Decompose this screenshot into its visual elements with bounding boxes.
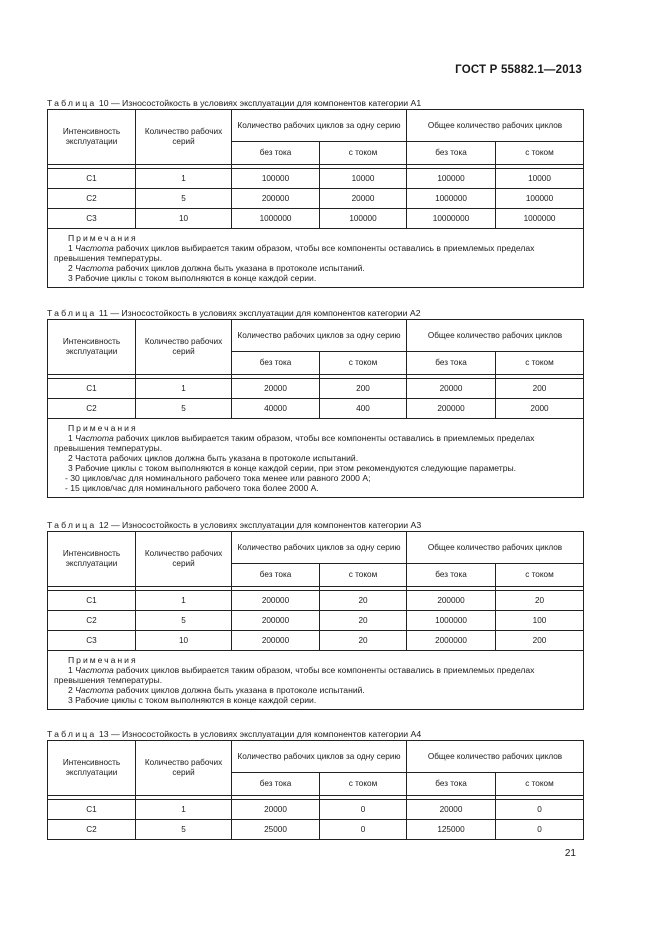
table-row (48, 379, 584, 399)
table-cell: 200000 (407, 399, 496, 419)
table-cell: 200 (320, 379, 407, 399)
table-cell: 10000000 (407, 209, 496, 229)
note-emphasis: Частота (75, 263, 114, 273)
table-row (48, 591, 584, 611)
col-header-no-current: без тока (232, 773, 320, 796)
table-cell: 1000000 (496, 209, 584, 229)
table-cell: С2 (48, 399, 136, 419)
table-cell: 1 (136, 800, 232, 820)
table-cell: С3 (48, 209, 136, 229)
col-header-no-current: без тока (232, 564, 320, 587)
wear-resistance-table (47, 531, 584, 710)
col-header-total: Общее количество рабочих циклов (407, 320, 584, 352)
table-caption (47, 520, 583, 531)
table-notes (48, 229, 584, 288)
note-text: рабочих циклов выбирается таким образом, чтобы все компоненты оставались в приемлемых пределах превышения температуры. (54, 433, 535, 453)
note-line (54, 433, 577, 453)
col-header-with-current: с током (496, 773, 584, 796)
table-cell: 20 (320, 611, 407, 631)
col-header-per-series: Количество рабочих циклов за одну серию (232, 110, 407, 142)
table-row (48, 820, 584, 840)
table-cell: 200000 (232, 189, 320, 209)
table-cell: 1000000 (407, 611, 496, 631)
note-dash-item: - 30 циклов/час для номинального рабочего тока менее или равного 2000 А; (65, 473, 371, 483)
table-cell: 200000 (407, 591, 496, 611)
table-cell: 1 (136, 591, 232, 611)
note-line (54, 273, 577, 283)
table-cell: 2000 (496, 399, 584, 419)
note-emphasis: Частота (75, 685, 114, 695)
table-caption (47, 98, 583, 109)
table-cell: 200000 (232, 591, 320, 611)
note-text: 3 Рабочие циклы с током выполняются в конце каждой серии, при этом рекомендуются следующие параметры. (68, 463, 517, 473)
table-cell: 25000 (232, 820, 320, 840)
table-caption (47, 308, 583, 319)
col-header-intensity: Интенсивность эксплуатации (48, 741, 136, 796)
table-row (48, 189, 584, 209)
table-cell: 10000 (496, 169, 584, 189)
wear-resistance-table (47, 740, 584, 840)
col-header-series: Количество рабочих серий (136, 320, 232, 375)
col-header-with-current: с током (320, 564, 407, 587)
table-cell: С1 (48, 591, 136, 611)
wear-resistance-table (47, 109, 584, 288)
note-emphasis: Частота (75, 243, 114, 253)
table-caption-title: 10 — Износостойкость в условиях эксплуатации для компонентов категории А1 (96, 98, 422, 108)
table-cell: 1 (136, 379, 232, 399)
table-row (48, 399, 584, 419)
col-header-no-current: без тока (407, 142, 496, 165)
table-cell: 5 (136, 399, 232, 419)
table-cell: 200 (496, 379, 584, 399)
table-cell: С3 (48, 631, 136, 651)
table-cell: 200000 (232, 611, 320, 631)
col-header-total: Общее количество рабочих циклов (407, 532, 584, 564)
table-cell: 0 (496, 800, 584, 820)
col-header-total: Общее количество рабочих циклов (407, 110, 584, 142)
col-header-intensity: Интенсивность эксплуатации (48, 110, 136, 165)
note-text: 3 Рабочие циклы с током выполняются в конце каждой серии. (68, 695, 317, 705)
note-text: 2 (68, 263, 76, 273)
table-row (48, 169, 584, 189)
table-10-block (47, 98, 583, 288)
note-text: рабочих циклов выбирается таким образом, чтобы все компоненты оставались в приемлемых пределах превышения температуры. (54, 243, 535, 263)
col-header-with-current: с током (320, 773, 407, 796)
col-header-no-current: без тока (407, 352, 496, 375)
table-caption-word: Таблица (47, 520, 97, 530)
note-text: 3 Рабочие циклы с током выполняются в конце каждой серии. (68, 273, 317, 283)
table-11-block (47, 308, 583, 498)
table-row (48, 209, 584, 229)
col-header-with-current: с током (320, 352, 407, 375)
table-cell: 200000 (232, 631, 320, 651)
table-cell: С1 (48, 379, 136, 399)
table-cell: 100000 (320, 209, 407, 229)
table-cell: 100000 (407, 169, 496, 189)
table-cell: 20000 (407, 800, 496, 820)
table-caption-word: Таблица (47, 729, 97, 739)
notes-heading: Примечания (68, 233, 138, 243)
col-header-no-current: без тока (407, 564, 496, 587)
col-header-series: Количество рабочих серий (136, 532, 232, 587)
note-text: рабочих циклов должна быть указана в протоколе испытаний. (113, 685, 365, 695)
table-12-block (47, 520, 583, 710)
table-row (48, 611, 584, 631)
table-cell: 10000 (320, 169, 407, 189)
note-text: рабочих циклов выбирается таким образом, чтобы все компоненты оставались в приемлемых пределах превышения температуры. (54, 665, 535, 685)
notes-heading: Примечания (68, 423, 138, 433)
table-cell: 1 (136, 169, 232, 189)
notes-heading: Примечания (68, 655, 138, 665)
col-header-with-current: с током (496, 352, 584, 375)
col-header-with-current: с током (496, 142, 584, 165)
table-cell: 0 (320, 800, 407, 820)
table-cell: 125000 (407, 820, 496, 840)
table-cell: 2000000 (407, 631, 496, 651)
col-header-no-current: без тока (232, 142, 320, 165)
table-cell: 400 (320, 399, 407, 419)
note-line (54, 685, 577, 695)
col-header-no-current: без тока (407, 773, 496, 796)
col-header-series: Количество рабочих серий (136, 741, 232, 796)
note-text: 2 (68, 685, 76, 695)
table-caption-title: 11 — Износостойкость в условиях эксплуатации для компонентов категории А2 (96, 308, 421, 318)
standard-header: ГОСТ Р 55882.1—2013 (455, 64, 582, 76)
note-text: 1 (68, 665, 76, 675)
note-line (54, 463, 577, 473)
note-line (54, 665, 577, 685)
table-cell: С2 (48, 189, 136, 209)
page-number: 21 (564, 848, 576, 859)
note-text: 1 (68, 433, 76, 443)
table-cell: 5 (136, 820, 232, 840)
wear-resistance-table (47, 319, 584, 498)
table-cell: 20 (320, 591, 407, 611)
note-text: 1 (68, 243, 76, 253)
col-header-series: Количество рабочих серий (136, 110, 232, 165)
table-cell: 40000 (232, 399, 320, 419)
table-cell: 20 (496, 591, 584, 611)
table-cell: 20 (320, 631, 407, 651)
col-header-per-series: Количество рабочих циклов за одну серию (232, 320, 407, 352)
table-cell: 0 (320, 820, 407, 840)
table-cell: 20000 (407, 379, 496, 399)
table-cell: 10 (136, 631, 232, 651)
table-caption-word: Таблица (47, 308, 97, 318)
table-cell: 10 (136, 209, 232, 229)
table-row (48, 631, 584, 651)
table-cell: С2 (48, 611, 136, 631)
table-cell: 20000 (232, 800, 320, 820)
table-cell: 100000 (496, 189, 584, 209)
table-caption-title: 13 — Износостойкость в условиях эксплуатации для компонентов категории А4 (96, 729, 422, 739)
table-cell: 100000 (232, 169, 320, 189)
table-cell: 20000 (232, 379, 320, 399)
note-text: 2 Частота рабочих циклов должна быть указана в протоколе испытаний. (68, 453, 359, 463)
note-line (54, 695, 577, 705)
table-cell: С1 (48, 169, 136, 189)
note-emphasis: Частота (75, 433, 114, 443)
table-cell: С2 (48, 820, 136, 840)
note-emphasis: Частота (75, 665, 114, 675)
table-caption-word: Таблица (47, 98, 97, 108)
note-line (54, 263, 577, 273)
table-caption-title: 12 — Износостойкость в условиях эксплуатации для компонентов категории А3 (96, 520, 422, 530)
col-header-per-series: Количество рабочих циклов за одну серию (232, 741, 407, 773)
table-row (48, 800, 584, 820)
note-text: рабочих циклов должна быть указана в протоколе испытаний. (113, 263, 365, 273)
table-cell: 5 (136, 189, 232, 209)
col-header-with-current: с током (320, 142, 407, 165)
table-cell: 100 (496, 611, 584, 631)
col-header-intensity: Интенсивность эксплуатации (48, 320, 136, 375)
table-cell: 20000 (320, 189, 407, 209)
col-header-total: Общее количество рабочих циклов (407, 741, 584, 773)
col-header-intensity: Интенсивность эксплуатации (48, 532, 136, 587)
note-dash-item: - 15 циклов/час для номинального рабочего тока более 2000 А. (65, 483, 319, 493)
table-caption (47, 729, 583, 740)
table-13-block (47, 729, 583, 840)
col-header-with-current: с током (496, 564, 584, 587)
note-line (54, 243, 577, 263)
table-notes (48, 419, 584, 498)
col-header-no-current: без тока (232, 352, 320, 375)
table-cell: 200 (496, 631, 584, 651)
table-notes (48, 651, 584, 710)
col-header-per-series: Количество рабочих циклов за одну серию (232, 532, 407, 564)
table-cell: 1000000 (232, 209, 320, 229)
note-line (54, 453, 577, 463)
table-cell: 5 (136, 611, 232, 631)
table-cell: 1000000 (407, 189, 496, 209)
table-cell: С1 (48, 800, 136, 820)
table-cell: 0 (496, 820, 584, 840)
